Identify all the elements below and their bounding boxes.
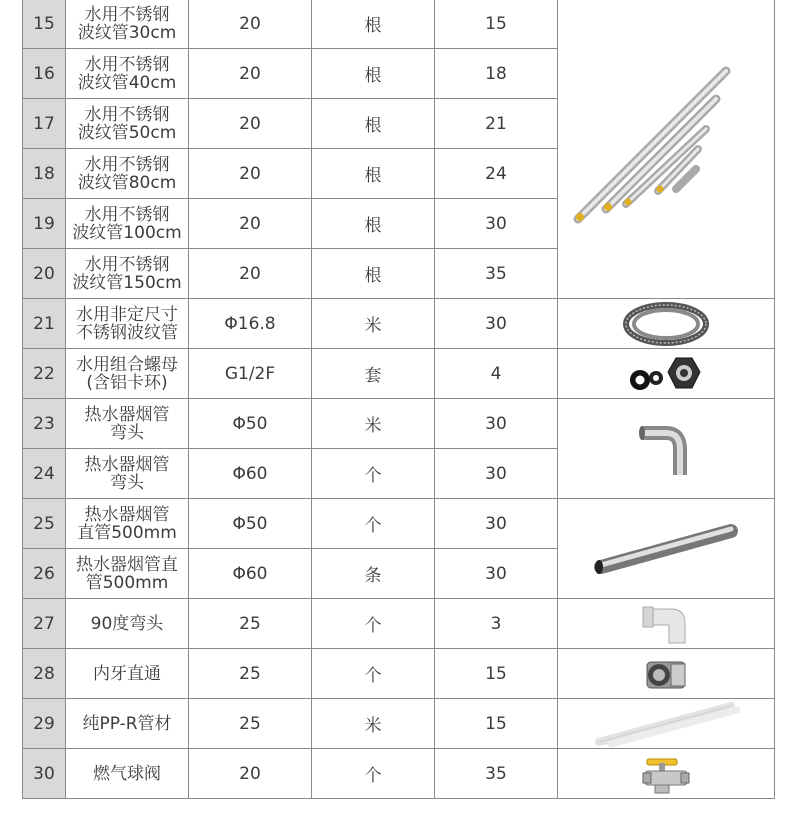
unit: 根 xyxy=(312,249,435,299)
product-name-line2: 波纹管50cm xyxy=(77,122,177,143)
price: 35 xyxy=(435,249,558,299)
product-name xyxy=(66,399,189,449)
product-image xyxy=(558,749,775,799)
table-row xyxy=(23,299,775,349)
unit: 根 xyxy=(312,49,435,99)
price-table xyxy=(22,0,775,799)
ppr-90-elbow-photo xyxy=(558,603,774,645)
row-number: 17 xyxy=(23,99,66,149)
price: 30 xyxy=(435,299,558,349)
product-name xyxy=(66,749,189,799)
spec: 20 xyxy=(189,49,312,99)
spec: Φ16.8 xyxy=(189,299,312,349)
row-number: 16 xyxy=(23,49,66,99)
spec: G1/2F xyxy=(189,349,312,399)
row-number: 23 xyxy=(23,399,66,449)
spec: 25 xyxy=(189,649,312,699)
product-name xyxy=(66,599,189,649)
product-name-line1: 热水器烟管直 xyxy=(76,554,178,575)
spec: 25 xyxy=(189,699,312,749)
price: 4 xyxy=(435,349,558,399)
product-name-line1: 纯PP-R管材 xyxy=(82,713,172,734)
unit: 根 xyxy=(312,0,435,49)
unit: 米 xyxy=(312,699,435,749)
product-name-line1: 水用不锈钢 xyxy=(84,54,170,75)
product-name-line1: 90度弯头 xyxy=(90,613,164,634)
product-name xyxy=(66,349,189,399)
coiled-bellows-hose-photo xyxy=(558,301,774,347)
spec: Φ60 xyxy=(189,449,312,499)
table-row xyxy=(23,699,775,749)
price: 3 xyxy=(435,599,558,649)
product-name xyxy=(66,199,189,249)
product-name xyxy=(66,449,189,499)
product-image xyxy=(558,499,775,599)
price: 35 xyxy=(435,749,558,799)
product-name-line1: 内牙直通 xyxy=(93,663,161,684)
product-name-line1: 水用不锈钢 xyxy=(84,254,170,275)
unit: 米 xyxy=(312,299,435,349)
row-number: 15 xyxy=(23,0,66,49)
product-name-line1: 热水器烟管 xyxy=(84,404,170,425)
row-number: 18 xyxy=(23,149,66,199)
product-name xyxy=(66,49,189,99)
unit: 套 xyxy=(312,349,435,399)
stainless-bellows-hoses-photo xyxy=(558,59,774,239)
product-name-line2: 波纹管80cm xyxy=(77,172,177,193)
price: 18 xyxy=(435,49,558,99)
unit: 根 xyxy=(312,149,435,199)
female-thread-coupling-photo xyxy=(558,652,774,696)
product-name-line1: 水用不锈钢 xyxy=(84,104,170,125)
product-image xyxy=(558,699,775,749)
row-number: 28 xyxy=(23,649,66,699)
spec: 20 xyxy=(189,99,312,149)
price: 15 xyxy=(435,649,558,699)
product-name-line2: 波纹管100cm xyxy=(72,222,182,243)
product-image xyxy=(558,599,775,649)
unit: 条 xyxy=(312,549,435,599)
product-image xyxy=(558,299,775,349)
row-number: 24 xyxy=(23,449,66,499)
spec: Φ50 xyxy=(189,399,312,449)
unit: 个 xyxy=(312,449,435,499)
table-row xyxy=(23,499,775,549)
product-name-line1: 热水器烟管 xyxy=(84,504,170,525)
product-name-line2: 波纹管150cm xyxy=(72,272,182,293)
product-name xyxy=(66,549,189,599)
product-image xyxy=(558,349,775,399)
spec: 20 xyxy=(189,199,312,249)
gas-ball-valve-photo xyxy=(558,751,774,797)
price: 30 xyxy=(435,399,558,449)
price-table-body xyxy=(23,0,775,799)
product-name-line1: 水用组合螺母 xyxy=(76,354,178,375)
price: 24 xyxy=(435,149,558,199)
product-image xyxy=(558,399,775,499)
flue-straight-pipe-photo xyxy=(558,519,774,579)
product-name xyxy=(66,499,189,549)
product-name-line1: 水用不锈钢 xyxy=(84,204,170,225)
table-row xyxy=(23,599,775,649)
spec: 20 xyxy=(189,249,312,299)
product-image xyxy=(558,0,775,299)
unit: 根 xyxy=(312,199,435,249)
product-name xyxy=(66,0,189,49)
product-name-line1: 燃气球阀 xyxy=(93,763,161,784)
product-name xyxy=(66,249,189,299)
unit: 个 xyxy=(312,649,435,699)
spec: 25 xyxy=(189,599,312,649)
row-number: 21 xyxy=(23,299,66,349)
spec: Φ50 xyxy=(189,499,312,549)
unit: 个 xyxy=(312,599,435,649)
product-name xyxy=(66,649,189,699)
product-name xyxy=(66,149,189,199)
price: 30 xyxy=(435,199,558,249)
nut-and-ring-photo xyxy=(558,352,774,396)
flue-elbow-photo xyxy=(558,419,774,479)
price: 15 xyxy=(435,0,558,49)
product-name-line2: 波纹管40cm xyxy=(77,72,177,93)
spec: 20 xyxy=(189,149,312,199)
product-name xyxy=(66,99,189,149)
product-name-line2: 直管500mm xyxy=(77,522,177,543)
price: 15 xyxy=(435,699,558,749)
row-number: 26 xyxy=(23,549,66,599)
spec: 20 xyxy=(189,0,312,49)
price: 30 xyxy=(435,549,558,599)
row-number: 30 xyxy=(23,749,66,799)
product-name xyxy=(66,699,189,749)
table-row xyxy=(23,399,775,449)
price: 30 xyxy=(435,499,558,549)
product-name-line1: 热水器烟管 xyxy=(84,454,170,475)
row-number: 19 xyxy=(23,199,66,249)
table-row xyxy=(23,349,775,399)
row-number: 20 xyxy=(23,249,66,299)
unit: 根 xyxy=(312,99,435,149)
row-number: 22 xyxy=(23,349,66,399)
product-name-line2: 弯头 xyxy=(110,472,144,493)
spec: 20 xyxy=(189,749,312,799)
table-row xyxy=(23,0,775,49)
unit: 个 xyxy=(312,749,435,799)
table-row xyxy=(23,649,775,699)
table-row xyxy=(23,749,775,799)
product-name xyxy=(66,299,189,349)
unit: 个 xyxy=(312,499,435,549)
product-name-line1: 水用不锈钢 xyxy=(84,154,170,175)
row-number: 25 xyxy=(23,499,66,549)
product-name-line2: 弯头 xyxy=(110,422,144,443)
product-name-line2: 不锈钢波纹管 xyxy=(76,322,178,343)
row-number: 29 xyxy=(23,699,66,749)
product-image xyxy=(558,649,775,699)
product-name-line1: 水用不锈钢 xyxy=(84,4,170,25)
product-name-line1: 水用非定尺寸 xyxy=(76,304,178,325)
product-name-line2: (含铝卡环) xyxy=(86,372,168,393)
row-number: 27 xyxy=(23,599,66,649)
price: 21 xyxy=(435,99,558,149)
product-name-line2: 管500mm xyxy=(85,572,169,593)
ppr-pipes-photo xyxy=(558,700,774,748)
price: 30 xyxy=(435,449,558,499)
product-name-line2: 波纹管30cm xyxy=(77,22,177,43)
spec: Φ60 xyxy=(189,549,312,599)
unit: 米 xyxy=(312,399,435,449)
